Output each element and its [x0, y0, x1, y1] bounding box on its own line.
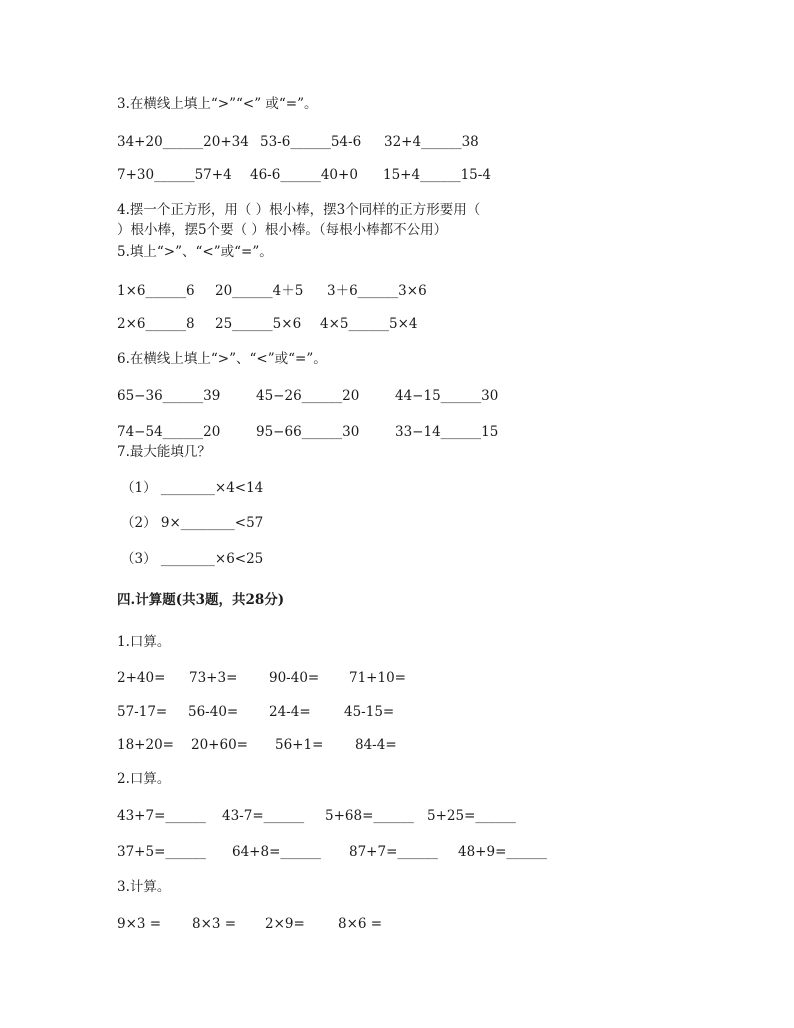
- q7-item-2: （2） 9×________<57: [121, 515, 264, 531]
- q3-item: 46-6______40+0: [250, 167, 358, 183]
- q4-line-1: 4.摆一个正方形，用（ ）根小棒，摆3个同样的正方形要用（: [117, 202, 481, 218]
- c1-item: 20+60=: [191, 737, 248, 753]
- q5-item: 25______5×6: [215, 316, 302, 332]
- c1-item: 71+10=: [349, 670, 406, 686]
- q3-row-2: [117, 166, 491, 184]
- c1-item: 45-15=: [344, 704, 395, 720]
- q3-item: 15+4______15-4: [383, 167, 491, 183]
- q6-item: 74−54______20: [117, 424, 221, 440]
- q6-item: 44−15______30: [395, 388, 499, 404]
- q3-item: 7+30______57+4: [117, 167, 232, 183]
- q5-item: 20______4＋5: [215, 283, 304, 299]
- c2-title: 2.口算。: [117, 771, 171, 787]
- q6-row-2: [117, 423, 498, 441]
- c3-item: 9×3 =: [117, 916, 162, 932]
- c1-item: 73+3=: [189, 670, 238, 686]
- c1-row-2: [117, 703, 394, 721]
- q4-line-2: ）根小棒，摆5个要（ ）根小棒。（每根小棒都不公用）: [117, 222, 448, 238]
- q6-item: 33−14______15: [395, 424, 499, 440]
- c1-row-1: [117, 669, 406, 687]
- c2-row-2: [117, 843, 547, 861]
- c1-item: 90-40=: [269, 670, 320, 686]
- q7-item-3: （3） ________×6<25: [121, 551, 264, 567]
- c2-item: 5+68=______: [325, 808, 414, 824]
- c2-item: 48+9=______: [458, 844, 547, 860]
- c3-item: 2×9=: [265, 916, 305, 932]
- c1-item: 56+1=: [275, 737, 324, 753]
- q5-item: 2×6______8: [117, 316, 195, 332]
- c1-item: 57-17=: [117, 704, 168, 720]
- q5-item: 4×5______5×4: [320, 316, 418, 332]
- c2-item: 87+7=______: [349, 844, 438, 860]
- c3-item: 8×3 =: [192, 916, 237, 932]
- q6-row-1: [117, 387, 498, 405]
- section-heading: 四.计算题(共3题，共28分): [117, 592, 285, 608]
- c2-item: 43+7=______: [117, 808, 206, 824]
- q3-item: 53-6______54-6: [260, 134, 362, 150]
- q7-title: 7.最大能填几？: [117, 444, 211, 460]
- c2-item: 43-7=______: [222, 808, 305, 824]
- c3-title: 3.计算。: [117, 879, 171, 895]
- q3-title: 3.在横线上填上“>”“<” 或“=”。: [117, 96, 318, 112]
- c2-item: 5+25=______: [427, 808, 516, 824]
- c1-item: 2+40=: [117, 670, 166, 686]
- c2-row-1: [117, 807, 516, 825]
- c2-item: 64+8=______: [232, 844, 321, 860]
- c1-row-3: [117, 736, 397, 754]
- c1-item: 84-4=: [355, 737, 397, 753]
- q5-item: 3＋6______3×6: [327, 283, 427, 299]
- q3-item: 32+4______38: [384, 134, 479, 150]
- q5-row-1: [117, 282, 427, 300]
- q6-item: 45−26______20: [256, 388, 360, 404]
- c3-item: 8×6 =: [338, 916, 383, 932]
- c1-item: 24-4=: [269, 704, 311, 720]
- q5-row-2: [117, 315, 417, 333]
- c1-title: 1.口算。: [117, 634, 171, 650]
- q3-item: 34+20______20+34: [117, 134, 249, 150]
- q5-title: 5.填上“>”、“<”或“=”。: [117, 244, 273, 260]
- q6-item: 65−36______39: [117, 388, 221, 404]
- c2-item: 37+5=______: [117, 844, 206, 860]
- q6-item: 95−66______30: [256, 424, 360, 440]
- q5-item: 1×6______6: [117, 283, 195, 299]
- c3-row-1: [117, 915, 382, 933]
- q6-title: 6.在横线上填上“>”、“<”或“=”。: [117, 351, 327, 367]
- c1-item: 56-40=: [188, 704, 239, 720]
- c1-item: 18+20=: [117, 737, 174, 753]
- q3-row-1: [117, 133, 479, 151]
- q7-item-1: （1） ________×4<14: [121, 480, 264, 496]
